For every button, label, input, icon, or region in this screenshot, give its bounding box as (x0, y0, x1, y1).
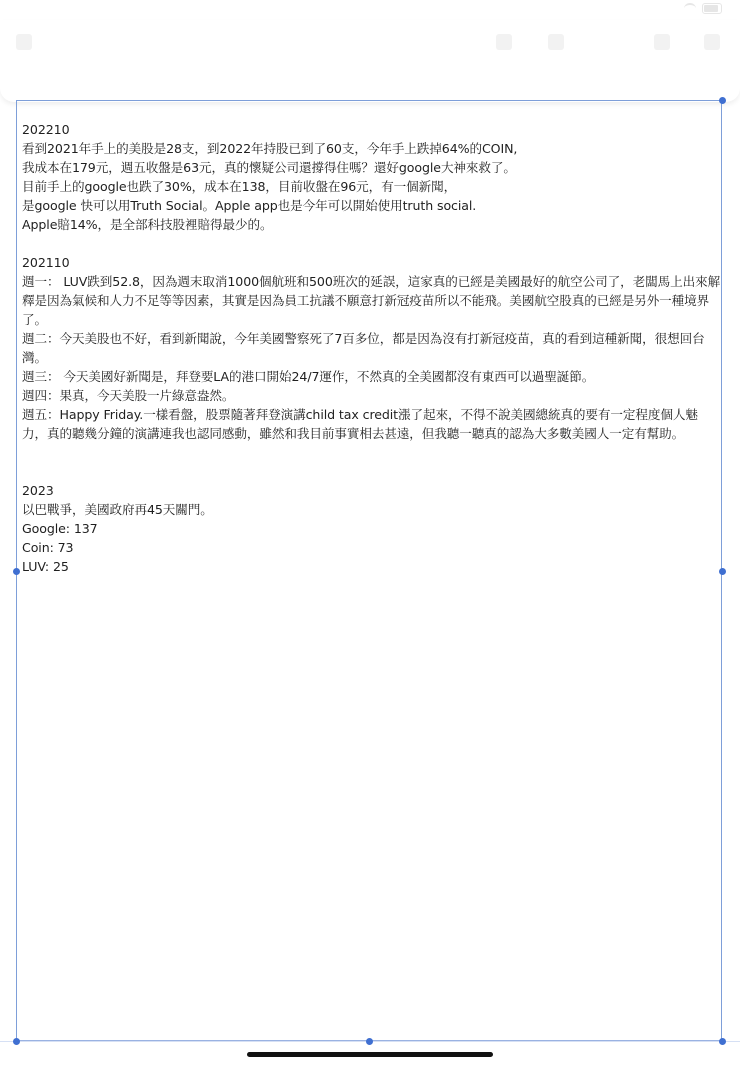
share-button[interactable] (654, 34, 670, 50)
text-line: 看到2021年手上的美股是28支，到2022年持股已到了60支，今年手上跌掉64%的COIN, (22, 141, 518, 156)
document-text[interactable] (22, 120, 722, 576)
text-line: Coin: 73 (22, 540, 74, 555)
resize-handle-bottom-left[interactable] (13, 1038, 20, 1045)
resize-handle-top-right[interactable] (719, 97, 726, 104)
resize-handle-bottom-middle[interactable] (366, 1038, 373, 1045)
section-heading: 2023 (22, 483, 54, 498)
section-heading: 202110 (22, 255, 70, 270)
text-line: Google: 137 (22, 521, 98, 536)
resize-handle-bottom-right[interactable] (719, 1038, 726, 1045)
text-line: 是google 快可以用Truth Social。Apple app也是今年可以開始使用truth social. (22, 198, 477, 213)
top-toolbar (0, 20, 740, 102)
resize-handle-middle-left[interactable] (13, 568, 20, 575)
wifi-icon (684, 3, 696, 14)
text-line: 週一： LUV跌到52.8，因為週末取消1000個航班和500班次的延誤，這家真的已經是美國最好的航空公司了，老闆馬上出來解釋是因為氣候和人力不足等等因素，其實是因為員工抗議不願意打新冠疫苗所以不能飛。美國航空股真的已經是另外一種境界了。 (22, 274, 721, 327)
text-line: 週四：果真，今天美股一片綠意盎然。 (22, 388, 235, 403)
home-indicator[interactable] (247, 1052, 493, 1057)
text-line: 目前手上的google也跌了30%，成本在138，目前收盤在96元，有一個新聞， (22, 179, 457, 194)
battery-icon (702, 3, 722, 14)
redo-button[interactable] (548, 34, 564, 50)
status-bar (0, 0, 740, 22)
more-button[interactable] (704, 34, 720, 50)
text-line: 週五：Happy Friday.一樣看盤，股票隨著拜登演講child tax credit漲了起來，不得不說美國總統真的要有一定程度個人魅力，真的聽幾分鐘的演講連我也認同感動，雖然和我目前事實相去甚遠，但我聽一聽真的認為大多數美國人一定有幫助。 (22, 407, 698, 441)
text-line: LUV: 25 (22, 559, 69, 574)
back-button[interactable] (16, 34, 32, 50)
text-line: Apple賠14%，是全部科技股裡賠得最少的。 (22, 217, 273, 232)
text-line: 週二：今天美股也不好，看到新聞說，今年美國警察死了7百多位，都是因為沒有打新冠疫苗，真的看到這種新聞，很想回台灣。 (22, 331, 705, 365)
undo-button[interactable] (496, 34, 512, 50)
text-line: 我成本在179元，週五收盤是63元，真的懷疑公司還撐得住嗎？還好google大神來救了。 (22, 160, 516, 175)
status-indicators (684, 3, 722, 14)
section-heading: 202210 (22, 122, 70, 137)
text-line: 週三： 今天美國好新聞是，拜登要LA的港口開始24/7運作，不然真的全美國都沒有東西可以過聖誕節。 (22, 369, 595, 384)
text-line: 以巴戰爭，美國政府再45天關門。 (22, 502, 213, 517)
